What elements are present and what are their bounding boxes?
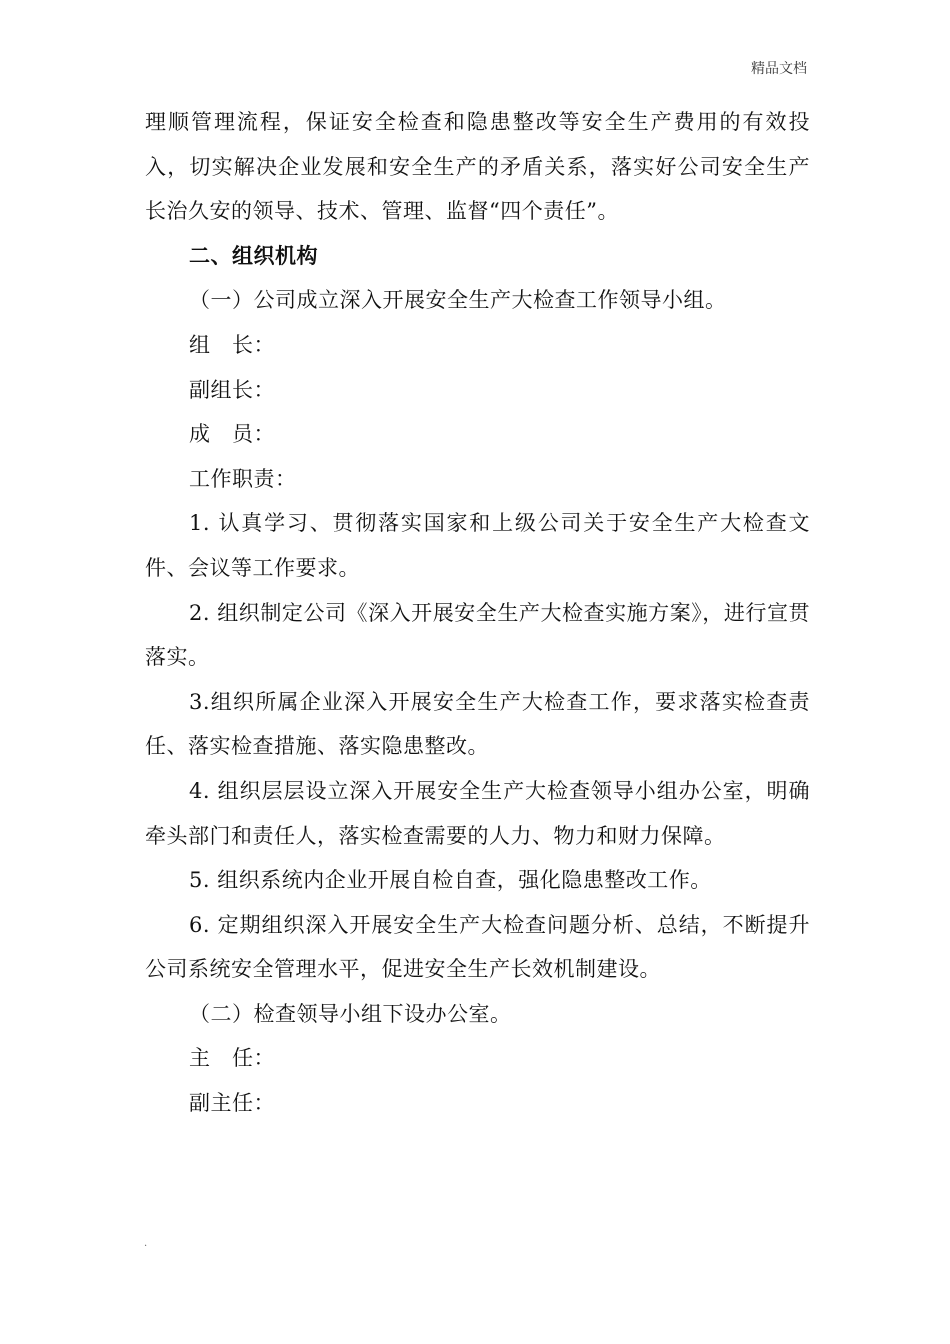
role-deputy-group-leader: 副组长： bbox=[189, 377, 275, 402]
duty-item-1: 1. 认真学习、贯彻落实国家和上级公司关于安全生产大检查文件、会议等工作要求。 bbox=[145, 511, 810, 580]
subsection-office: （二）检查领导小组下设办公室。 bbox=[189, 1001, 512, 1026]
duty-item-5: 5. 组织系统内企业开展自检自查，强化隐患整改工作。 bbox=[189, 868, 712, 893]
section-heading-organization: 二、组织机构 bbox=[189, 243, 318, 268]
role-group-leader: 组 长： bbox=[189, 332, 275, 357]
duties-label: 工作职责： bbox=[189, 466, 297, 491]
paragraph-continuation: 理顺管理流程，保证安全检查和隐患整改等安全生产费用的有效投入，切实解决企业发展和安全生产的矛盾关系，落实好公司安全生产长治久安的领导、技术、管理、监督“四个责任”。 bbox=[145, 110, 810, 224]
duty-item-4: 4. 组织层层设立深入开展安全生产大检查领导小组办公室，明确牵头部门和责任人，落实检查需要的人力、物力和财力保障。 bbox=[145, 778, 810, 848]
role-members: 成 员： bbox=[189, 422, 275, 447]
subsection-leading-group: （一）公司成立深入开展安全生产大检查工作领导小组。 bbox=[189, 288, 727, 313]
duty-item-3: 3.组织所属企业深入开展安全生产大检查工作，要求落实检查责任、落实检查措施、落实隐患整改。 bbox=[145, 689, 810, 759]
role-deputy-director: 副主任： bbox=[189, 1091, 275, 1116]
duty-item-6: 6. 定期组织深入开展安全生产大检查问题分析、总结，不断提升公司系统安全管理水平，促进安全生产长效机制建设。 bbox=[145, 912, 810, 982]
footer-mark: . bbox=[144, 1238, 148, 1249]
duty-item-2: 2. 组织制定公司《深入开展安全生产大检查实施方案》，进行宣贯落实。 bbox=[145, 600, 810, 670]
header-mark: 精品文档 bbox=[751, 61, 807, 77]
document-body bbox=[145, 100, 810, 1126]
role-director: 主 任： bbox=[189, 1046, 275, 1071]
